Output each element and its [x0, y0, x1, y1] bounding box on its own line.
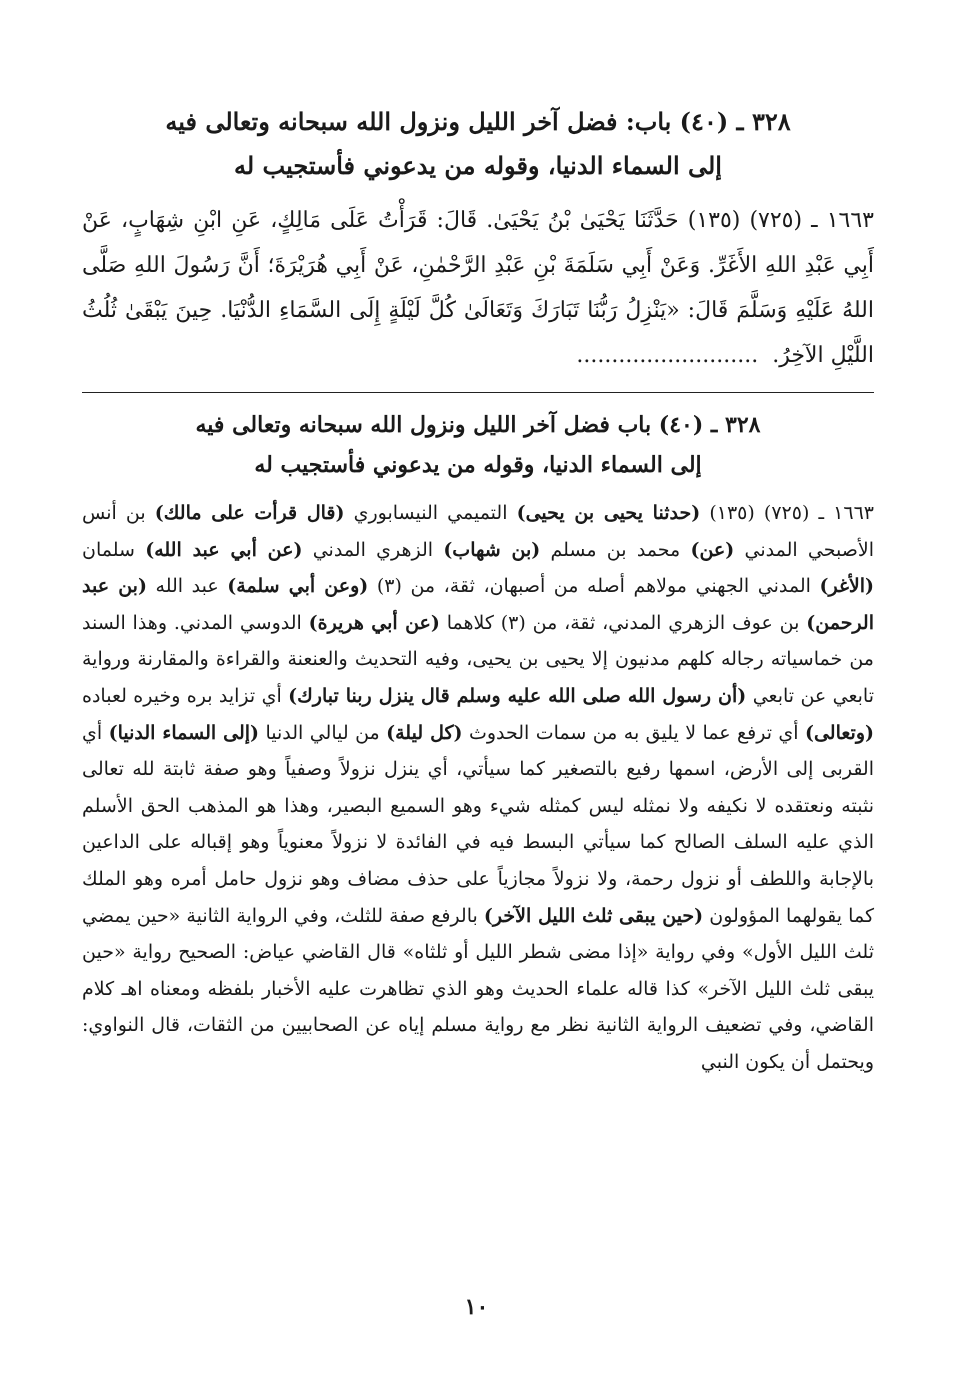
commentary-segment: من ليالي الدنيا: [259, 721, 387, 744]
commentary-quote: (إلى السماء الدنيا): [108, 721, 260, 744]
commentary-segment: أي القربى إلى الأرض، اسمها رفيع بالتصغير كما سيأتي، أي ينزل نزولاً وصفياً وهو صفة ثابتة لله تعالى نثبته ونعتقده لا نكيفه ولا نمثله ليس كمثله شيء وهو السميع البصير، وهذا هو المذهب الحق الأسلم الذي عليه السلف الصالح كما سيأتي البسط فيه في الفائدة لا نزولاً معنوياً وهو إقباله على الداعين بالإجابة واللطف أو نزول رحمة، ولا نزولاً مجازياً على حذف مضاف وهو نزول حامل أمره وهو الملك كما يقولهما المؤولون: [82, 721, 874, 927]
commentary-segment: عبد الله: [146, 575, 228, 598]
commentary-segment: ١٦٦٣ ـ (٧٢٥) (١٣٥): [700, 502, 874, 524]
commentary-segment: أي تزايد بره وخيره لعباده: [82, 684, 289, 707]
commentary-quote: (بن شهاب): [443, 538, 541, 561]
book-page: [82, 92, 874, 1352]
commentary-quote: (الأغر): [819, 575, 874, 598]
commentary-segment: التميمي النيسابوري: [344, 502, 517, 524]
commentary-quote: (حدثنا يحيى بن يحيى): [516, 502, 701, 524]
sharh-title-line-1: ٣٢٨ ـ (٤٠) باب فضل آخر الليل ونزول الله سبحانه وتعالى فيه: [195, 412, 761, 438]
commentary-quote: (أن رسول الله صلى الله عليه وسلم قال ينزل ربنا تبارك): [288, 684, 747, 707]
chapter-heading-sharh: [82, 405, 874, 485]
hadith-text-block: [82, 198, 874, 378]
hadith-ellipsis: ..........................: [576, 343, 759, 368]
hadith-text: ١٦٦٣ ـ (٧٢٥) (١٣٥) حَدَّثَنَا يَحْيَىٰ بْنُ يَحْيَىٰ. قَالَ: قَرَأْتُ عَلَى مَالِكٍ، عَنِ ابْنِ شِهَابٍ، عَنْ أَبِي عَبْدِ اللهِ الأَغَرِّ. وَعَنْ أَبِي سَلَمَةَ بْنِ عَبْدِ الرَّحْمٰنِ، عَنْ أَبِي هُرَيْرَةَ؛ أَنَّ رَسُولَ اللهِ صَلَّى اللهُ عَلَيْهِ وَسَلَّمَ قَالَ: «يَنْزِلُ رَبُّنَا تَبَارَكَ وَتَعَالَىٰ كُلَّ لَيْلَةٍ إِلَى السَّمَاءِ الدُّنْيَا. حِينَ يَبْقَىٰ ثُلُثُ اللَّيْلِ الآخِرُ.: [82, 208, 874, 368]
sharh-title-line-2: إلى السماء الدنيا، وقوله من يدعوني فأستجيب له: [254, 452, 702, 478]
commentary-segment: بالرفع صفة للثلث، وفي الرواية الثانية «حين يمضي ثلث الليل الأول» وفي رواية «إذا مضى شطر الليل أو ثلثاه» قال القاضي عياض: الصحيح رواية «حين يبقى ثلث الليل الآخر» كذا قاله علماء الحديث وهو الذي تظاهرت عليه الأخبار بلفظه ومعناه اهـ كلام القاضي، وفي تضعيف الرواية الثانية نظر مع رواية مسلم إياه عن الصحابيين من الثقات، قال النواوي: ويحتمل أن يكون النبي: [82, 904, 874, 1073]
section-divider: [82, 392, 874, 393]
commentary-text: [82, 495, 874, 1081]
chapter-heading-matn: [82, 100, 874, 188]
commentary-segment: المدني الجهني مولاهم أصله من أصبهان، ثقة، من (٣): [368, 575, 820, 598]
chapter-title-line-1: ٣٢٨ ـ (٤٠) باب: فضل آخر الليل ونزول الله سبحانه وتعالى فيه: [165, 107, 791, 136]
commentary-segment: محمد بن مسلم: [540, 538, 691, 561]
commentary-segment: الزهري المدني: [302, 538, 444, 561]
commentary-segment: الدوسي المدني. وهذا السند من خماسياته رجاله كلهم مدنيون إلا يحيى بن يحيى، وفيه التحديث والعنعنة والقراءة والمقارنة ورواية تابعي عن تابعي: [82, 611, 875, 707]
commentary-quote: (عن أبي عبد الله): [145, 538, 303, 561]
commentary-quote: (عن أبي هريرة): [308, 611, 440, 634]
commentary-segment: بن أنس الأصبحي المدني: [82, 502, 874, 561]
commentary-segment: أي ترفع عما لا يليق به من سمات الحدوث: [462, 721, 805, 744]
commentary-segment: بن عوف الزهري المدني، ثقة، من (٣) كلاهما: [439, 611, 807, 634]
commentary-quote: (حين يبقى ثلث الليل الآخر): [483, 904, 704, 927]
commentary-quote: (عن): [690, 538, 735, 561]
commentary-segment: سلمان: [82, 538, 146, 561]
commentary-quote: (وعن أبي سلمة): [227, 575, 369, 598]
commentary-quote: (وتعالى): [804, 721, 874, 744]
commentary-quote: (كل ليلة): [386, 721, 463, 744]
page-number: ١٠: [464, 1294, 489, 1320]
chapter-title-line-2: إلى السماء الدنيا، وقوله من يدعوني فأستجيب له: [234, 151, 722, 180]
commentary-quote: (قال قرأت على مالك): [154, 502, 345, 524]
commentary-quote: (بن عبد الرحمن): [82, 575, 874, 634]
